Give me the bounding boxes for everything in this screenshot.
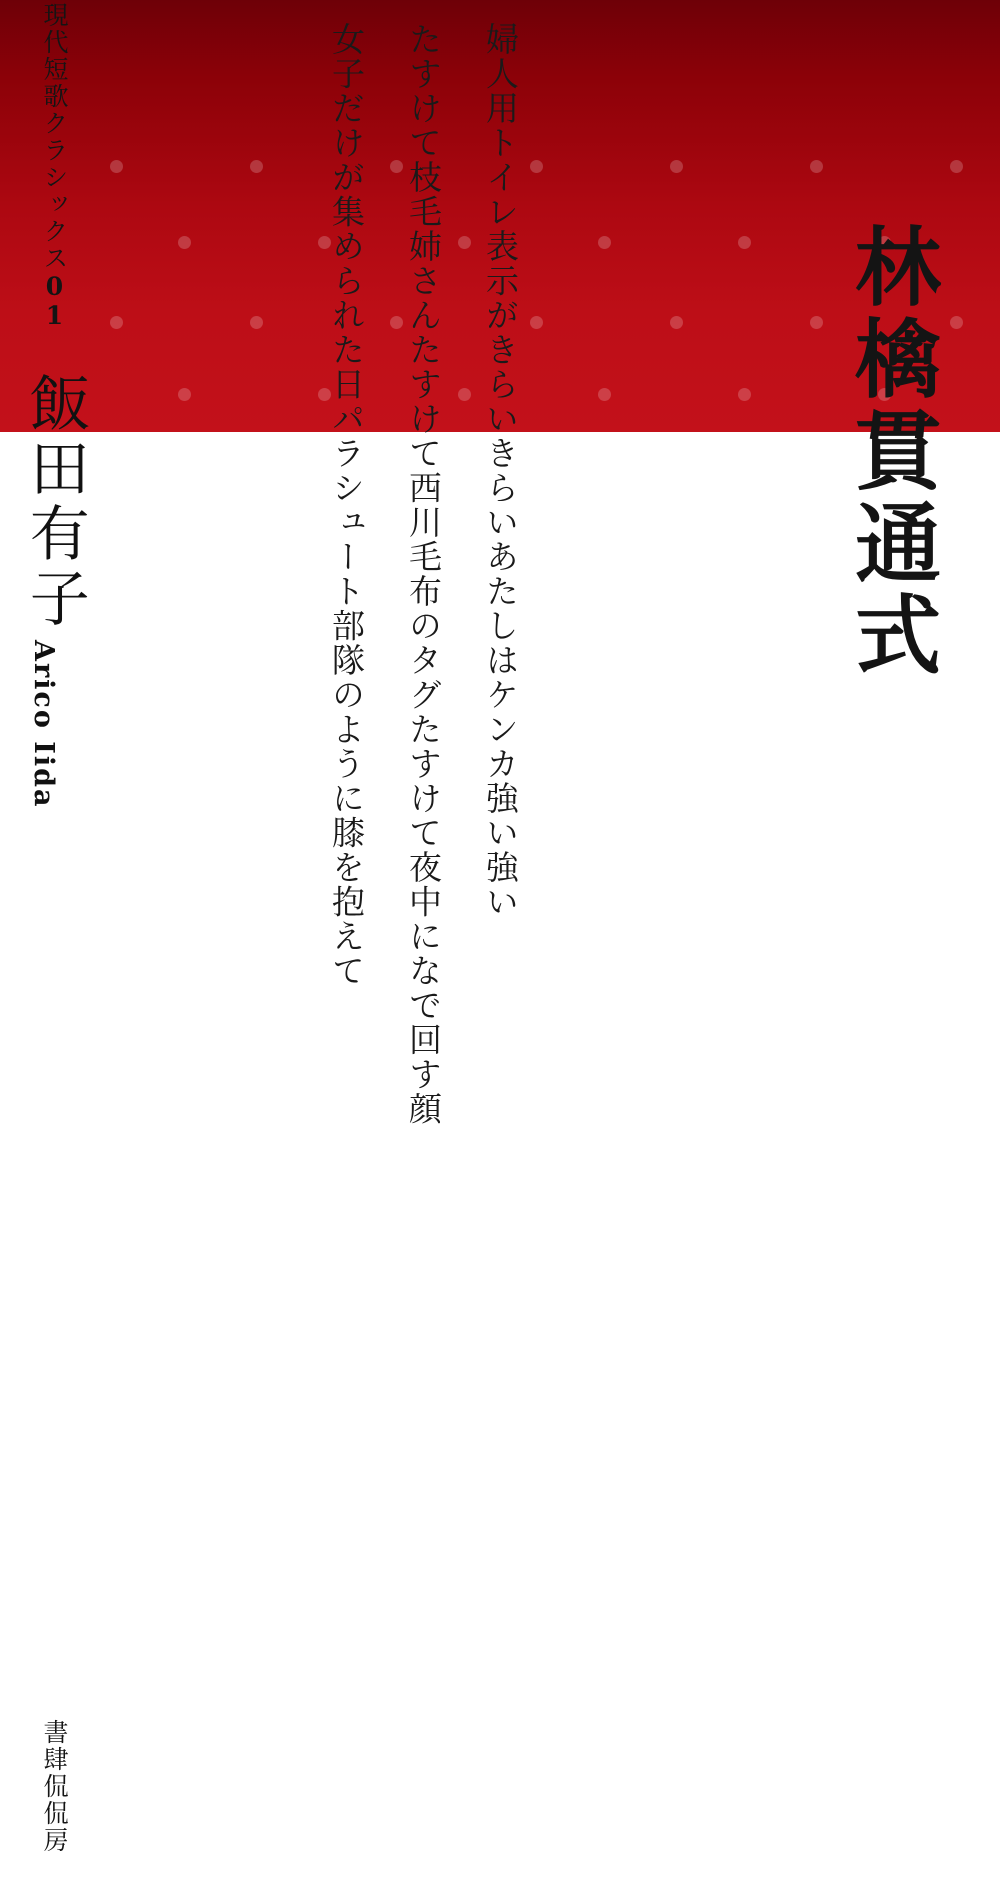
decorative-dot xyxy=(738,388,751,401)
author-name-en: Arico Iida xyxy=(28,640,59,809)
series-number: 01 xyxy=(40,272,69,330)
decorative-dot xyxy=(178,388,191,401)
poem-line: 婦人用トイレ表示がきらいきらいあたしはケンカ強い強い xyxy=(481,22,520,919)
decorative-dot xyxy=(810,160,823,173)
decorative-dot xyxy=(110,316,123,329)
decorative-dot xyxy=(738,236,751,249)
page-title: 林檎貫通式 xyxy=(840,222,941,682)
decorative-dot xyxy=(670,160,683,173)
decorative-dot xyxy=(670,316,683,329)
series-name: 現代短歌クラシックス xyxy=(40,2,69,272)
poem-line: たすけて枝毛姉さんたすけて西川毛布のタグたすけて夜中になで回す顔 xyxy=(404,22,443,1126)
decorative-dot xyxy=(530,160,543,173)
publisher-name: 書肆侃侃房 xyxy=(40,1719,69,1854)
decorative-dot xyxy=(110,160,123,173)
author-name-ja: 飯田有子 xyxy=(19,372,90,632)
poem-line: 女子だけが集められた日パラシュート部隊のように膝を抱えて xyxy=(327,22,366,988)
series-label xyxy=(40,2,68,330)
decorative-dot xyxy=(250,316,263,329)
decorative-dot xyxy=(530,316,543,329)
decorative-dot xyxy=(598,388,611,401)
decorative-dot xyxy=(950,316,963,329)
poem-block xyxy=(327,22,520,1192)
decorative-dot xyxy=(950,160,963,173)
decorative-dot xyxy=(598,236,611,249)
decorative-dot xyxy=(810,316,823,329)
decorative-dot xyxy=(178,236,191,249)
decorative-dot xyxy=(250,160,263,173)
